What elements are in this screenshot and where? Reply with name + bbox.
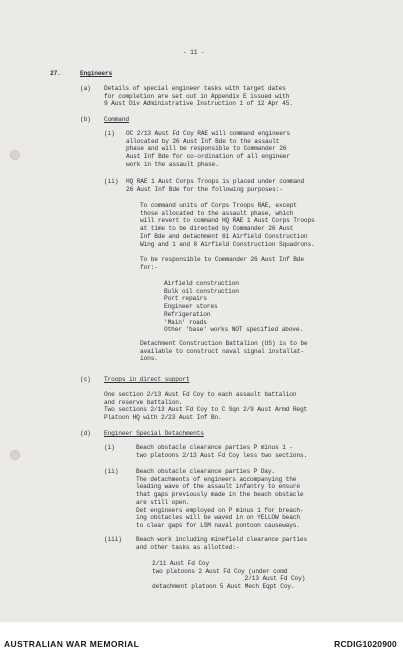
para-d-title: Engineer Special Detachments: [104, 430, 204, 437]
para-a-label: (a): [80, 85, 91, 92]
d-i-label: (i): [104, 444, 115, 451]
d-iii-text: [136, 536, 307, 551]
text-line: available to construct naval signal installat-: [140, 347, 304, 355]
list-item: Other 'base' works NOT specified above.: [164, 326, 303, 334]
para-a-text: [104, 85, 293, 108]
text-line: ions.: [140, 355, 158, 363]
text-line: to clear gaps for LSM naval pontoon causeways.: [136, 521, 300, 529]
text-line: two platoons 2/13 Aust Fd Coy less two sections.: [136, 451, 308, 459]
text-line: To be responsible to Commander 26 Aust Inf Bde: [140, 256, 304, 263]
text-line: HQ RAE 1 Aust Corps Troops is placed under command: [126, 178, 305, 185]
text-line: and other tasks as allotted:-: [136, 543, 240, 551]
text-line: Beach work including minefield clearance parties: [136, 536, 308, 543]
list-item: Engineer stores: [164, 303, 218, 311]
text-line: for completion are set out in Appendix E issued with: [104, 92, 290, 100]
text-line: To command units of Corps Troops RAE, except: [140, 202, 297, 209]
list-item: 'Main' roads: [164, 318, 207, 326]
text-line: Detachment Construction Battalion (US) is to be: [140, 340, 308, 347]
text-line: Inf Bde and detachment 61 Airfield Construction: [140, 232, 308, 240]
record-id: RCDIG1020900: [334, 639, 397, 649]
list-item: 2/11 Aust Fd Coy: [152, 560, 210, 567]
text-line: Det engineers employed on P minus 1 for breach-: [136, 506, 304, 514]
text-line: and reserve battalion.: [104, 398, 183, 406]
d-iii-label: (iii): [104, 536, 122, 543]
text-line: 26 Aust Inf Bde for the following purposes:-: [126, 185, 283, 193]
text-line: One section 2/13 Aust Fd Coy to each assault battalion: [104, 391, 297, 398]
text-line: Aust Inf Bde for co-ordination of all engineer: [126, 153, 290, 161]
list-item: two platoons 2 Aust Fd Coy (under comd: [152, 567, 288, 575]
list-item: Refrigeration: [164, 310, 211, 318]
text-line: leading wave of the assault infantry to ensure: [136, 483, 300, 491]
text-line: phase and will be responsible to Commander 26: [126, 145, 287, 153]
text-line: 9 Aust Div Administrative Instruction 1 of 12 Apr 45.: [104, 100, 293, 108]
para-c-label: (c): [80, 376, 91, 383]
text-line: The detachments of engineers accompanying the: [136, 475, 297, 483]
list-item: Bulk oil construction: [164, 287, 239, 295]
text-line: at time to be directed by Commander 26 Aust: [140, 225, 294, 233]
text-line: Two sections 2/13 Aust Fd Coy to C Sqn 2/9 Aust Armd Regt: [104, 406, 308, 414]
list-item: Airfield construction: [164, 280, 239, 287]
section-number: 27.: [50, 70, 61, 77]
list-item: 2/13 Aust Fd Coy): [152, 575, 306, 583]
text-line: those allocated to the assault phase, which: [140, 209, 294, 217]
b-ii-subparagraph: [140, 256, 304, 271]
text-line: Platoon HQ with 2/23 Aust Inf Bn.: [104, 414, 222, 422]
text-line: ing obstacles will be waved in on YELLOW beach: [136, 514, 300, 522]
text-line: Wing and 1 and 8 Airfield Construction Squadrons.: [140, 240, 315, 248]
b-ii-subparagraph: [140, 202, 315, 248]
d-ii-text: [136, 468, 303, 530]
d-iii-unit-list: [152, 560, 305, 591]
punch-hole: [10, 450, 20, 460]
list-item: Port repairs: [164, 295, 207, 303]
text-line: Beach obstacle clearance parties P minus 1 -: [136, 444, 293, 451]
archive-source: AUSTRALIAN WAR MEMORIAL: [4, 639, 140, 649]
para-c-title: Troops in direct support: [104, 376, 190, 383]
b-ii-text: [126, 178, 304, 193]
para-d-label: (d): [80, 430, 91, 437]
para-c-text: [104, 391, 307, 422]
page-number: - 11 -: [183, 49, 205, 56]
punch-hole: [10, 150, 20, 160]
text-line: for:-: [140, 263, 158, 271]
d-ii-label: (ii): [104, 468, 119, 475]
b-i-label: (i): [104, 130, 115, 137]
text-line: Beach obstacle clearance parties P Day.: [136, 468, 275, 475]
b-ii-label: (ii): [104, 178, 119, 185]
archive-footer: [0, 622, 403, 654]
text-line: Details of special engineer tasks with target dates: [104, 85, 286, 92]
b-i-text: [126, 130, 290, 169]
section-title: Engineers: [80, 70, 113, 77]
text-line: are still open.: [136, 498, 190, 506]
text-line: OC 2/13 Aust Fd Coy RAE will command engineers: [126, 130, 290, 137]
b-ii-responsibility-list: [164, 280, 303, 334]
text-line: work in the assault phase.: [126, 160, 219, 168]
d-i-text: [136, 444, 307, 459]
text-line: will revert to command HQ RAE 1 Aust Corps Troops: [140, 217, 315, 225]
para-b-title: Command: [104, 116, 129, 123]
text-line: allocated by 26 Aust Inf Bde to the assault: [126, 137, 280, 145]
para-b-label: (b): [80, 116, 91, 123]
b-ii-subparagraph: [140, 340, 307, 363]
list-item: detachment platoon 5 Aust Mech Eqpt Coy.: [152, 583, 295, 591]
text-line: that gaps previously made in the beach obstacle: [136, 491, 304, 499]
